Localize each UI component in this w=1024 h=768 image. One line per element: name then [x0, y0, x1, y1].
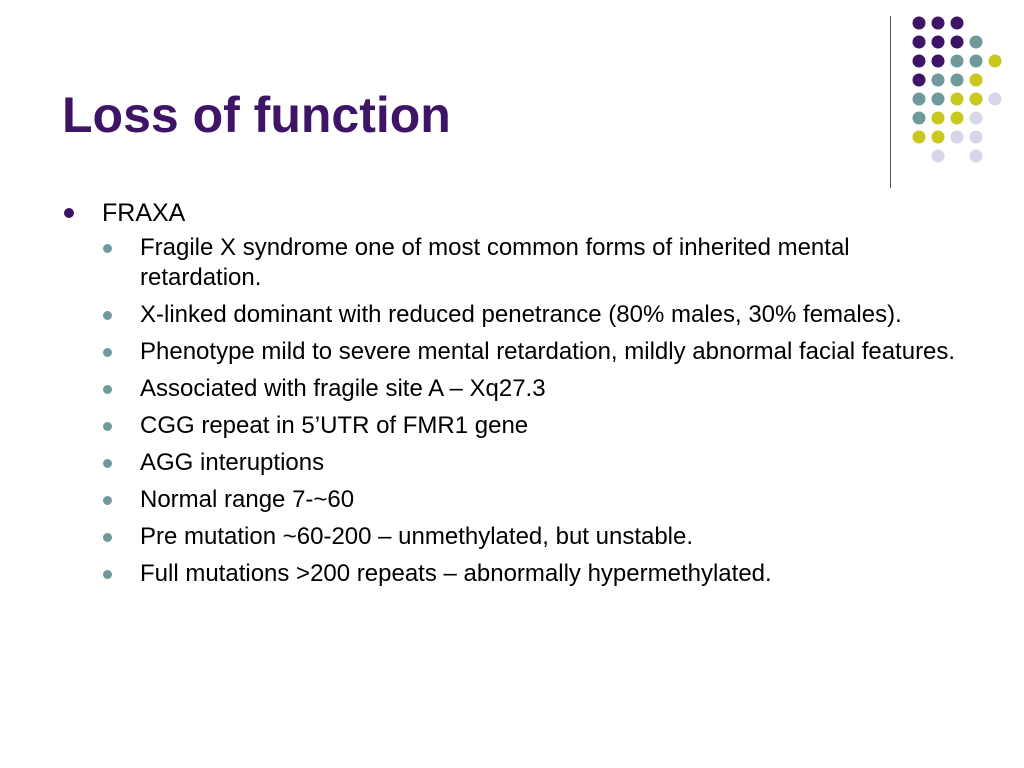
sub-bullet-item — [62, 485, 962, 515]
sub-bullet-text: Phenotype mild to severe mental retardation, mildly abnormal facial features. — [140, 338, 956, 365]
dot — [951, 131, 964, 144]
dot — [970, 55, 983, 68]
dot — [913, 131, 926, 144]
bullet-dot-icon — [103, 496, 112, 505]
bullet-dot-icon — [103, 244, 112, 253]
dot — [932, 93, 945, 106]
bullet-level1-text: FRAXA — [102, 199, 186, 227]
sub-bullet-item — [62, 522, 962, 552]
dot — [951, 93, 964, 106]
dot — [913, 55, 926, 68]
slide-body — [62, 197, 962, 596]
sub-bullet-text: X-linked dominant with reduced penetrance (80% males, 30% females). — [140, 301, 902, 328]
dot — [970, 36, 983, 49]
dot — [932, 74, 945, 87]
sub-bullet-text: Associated with fragile site A – Xq27.3 — [140, 375, 546, 402]
dot — [989, 55, 1002, 68]
dot — [932, 17, 945, 30]
sub-bullet-item — [62, 233, 962, 293]
bullet-dot-icon — [103, 533, 112, 542]
sub-bullet-text: Pre mutation ~60-200 – unmethylated, but unstable. — [140, 523, 694, 550]
bullet-dot-icon — [103, 570, 112, 579]
dot — [970, 74, 983, 87]
sub-bullet-text: AGG interuptions — [140, 449, 325, 476]
dot — [913, 112, 926, 125]
bullet-dot-icon — [103, 385, 112, 394]
dot — [932, 150, 945, 163]
dot — [951, 74, 964, 87]
dot — [932, 131, 945, 144]
sub-bullet-item — [62, 337, 962, 367]
dot — [970, 93, 983, 106]
dot — [989, 93, 1002, 106]
sub-bullet-list — [62, 233, 962, 589]
sub-bullet-item — [62, 559, 962, 589]
dot — [951, 36, 964, 49]
slide-title: Loss of function — [62, 87, 451, 143]
bullet-dot-icon — [103, 422, 112, 431]
dot — [913, 36, 926, 49]
dot — [970, 150, 983, 163]
sub-bullet-item — [62, 411, 962, 441]
dot — [970, 112, 983, 125]
sub-bullet-text: CGG repeat in 5’UTR of FMR1 gene — [140, 412, 529, 439]
bullet-dot-icon — [103, 311, 112, 320]
dot — [951, 112, 964, 125]
sub-bullet-item — [62, 448, 962, 478]
dot — [970, 131, 983, 144]
sub-bullet-text: Fragile X syndrome one of most common forms of inherited mental retardation. — [140, 234, 850, 291]
dot — [932, 55, 945, 68]
bullet-level1 — [62, 197, 962, 229]
dot — [932, 36, 945, 49]
sub-bullet-text: Normal range 7-~60 — [140, 486, 355, 513]
bullet-dot-icon — [103, 459, 112, 468]
dot — [913, 74, 926, 87]
sub-bullet-item — [62, 300, 962, 330]
sub-bullet-item — [62, 374, 962, 404]
dot — [951, 55, 964, 68]
dot — [913, 17, 926, 30]
sub-bullet-text: Full mutations >200 repeats – abnormally hypermethylated. — [140, 560, 772, 587]
bullet-dot-icon — [64, 208, 74, 218]
bullet-dot-icon — [103, 348, 112, 357]
dot — [951, 17, 964, 30]
vertical-divider — [890, 16, 891, 188]
dot — [932, 112, 945, 125]
dot — [913, 93, 926, 106]
